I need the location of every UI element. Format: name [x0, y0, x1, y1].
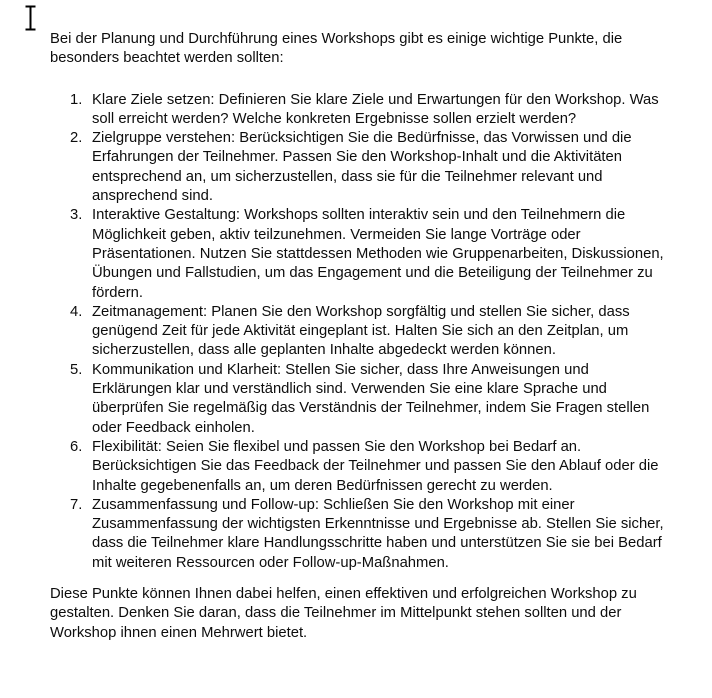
list-item-text: Klare Ziele setzen: Definieren Sie klare Ziele und Erwartungen für den Workshop. Was soll erreicht werden? Welche konkreten Ergebnisse sollen erzielt werden? [92, 91, 659, 127]
list-item-number: 1. [70, 91, 83, 108]
list-item-number: 4. [70, 303, 83, 320]
text-cursor-icon [24, 5, 37, 31]
message-content[interactable] [50, 30, 668, 643]
list-item-text: Zeitmanagement: Planen Sie den Workshop sorgfältig und stellen Sie sicher, dass genügend Zeit für jede Aktivität eingeplant ist. Halten Sie sich an den Zeitplan, um sicherzustellen, dass alle geplanten Inhalte abgedeckt werden können. [92, 303, 630, 359]
intro-paragraph: Bei der Planung und Durchführung eines Workshops gibt es einige wichtige Punkte, die besonders beachtet werden sollten: [50, 31, 623, 67]
list-item-text: Zielgruppe verstehen: Berücksichtigen Sie die Bedürfnisse, das Vorwissen und die Erfahrungen der Teilnehmer. Passen Sie den Workshop-Inhalt und die Aktivitäten entsprechend an, um sicherzustellen, dass sie für die Teilnehmer relevant und ansprechend sind. [92, 130, 632, 205]
workshop-points-list [50, 91, 668, 573]
list-item-text: Interaktive Gestaltung: Workshops sollten interaktiv sein und den Teilnehmern die Möglichkeit geben, aktiv teilzunehmen. Vermeiden Sie lange Vorträge oder Präsentationen. Nutzen Sie stattdessen Methoden wie Gruppenarbeiten, Diskussionen, Übungen und Fallstudien, um das Engagement und die Beteiligung der Teilnehmer zu fördern. [92, 207, 664, 301]
list-item [50, 91, 668, 130]
list-item [50, 361, 668, 438]
list-item-number: 3. [70, 207, 83, 224]
outro-paragraph: Diese Punkte können Ihnen dabei helfen, einen effektiven und erfolgreichen Workshop zu gestalten. Denken Sie daran, dass die Teilnehmer im Mittelpunkt stehen sollten und der Workshop ihnen einen Mehrwert bietet. [50, 586, 637, 641]
list-item-number: 2. [70, 130, 83, 147]
list-item-text: Zusammenfassung und Follow-up: Schließen Sie den Workshop mit einer Zusammenfassung der wichtigsten Erkenntnisse und Ergebnisse ab. Stellen Sie sicher, dass die Teilnehmer klare Handlungsschritte haben und unterstützen Sie sie bei Bedarf mit weiteren Ressourcen oder Follow-up-Maßnahmen. [92, 496, 664, 571]
list-item [50, 438, 668, 496]
list-item-text: Kommunikation und Klarheit: Stellen Sie sicher, dass Ihre Anweisungen und Erklärungen klar und verständlich sind. Verwenden Sie eine klare Sprache und überprüfen Sie regelmäßig das Verständnis der Teilnehmer, indem Sie Fragen stellen oder Feedback einholen. [92, 361, 650, 436]
list-item [50, 129, 668, 206]
list-item [50, 496, 668, 573]
list-item-text: Flexibilität: Seien Sie flexibel und passen Sie den Workshop bei Bedarf an. Berücksichtigen Sie das Feedback der Teilnehmer und passen Sie den Ablauf oder die Inhalte gegebenenfalls an, um deren Bedürfnissen gerecht zu werden. [92, 438, 659, 494]
list-item [50, 206, 668, 302]
list-item-number: 6. [70, 438, 83, 455]
list-item [50, 303, 668, 361]
list-item-number: 5. [70, 361, 83, 378]
list-item-number: 7. [70, 496, 83, 513]
